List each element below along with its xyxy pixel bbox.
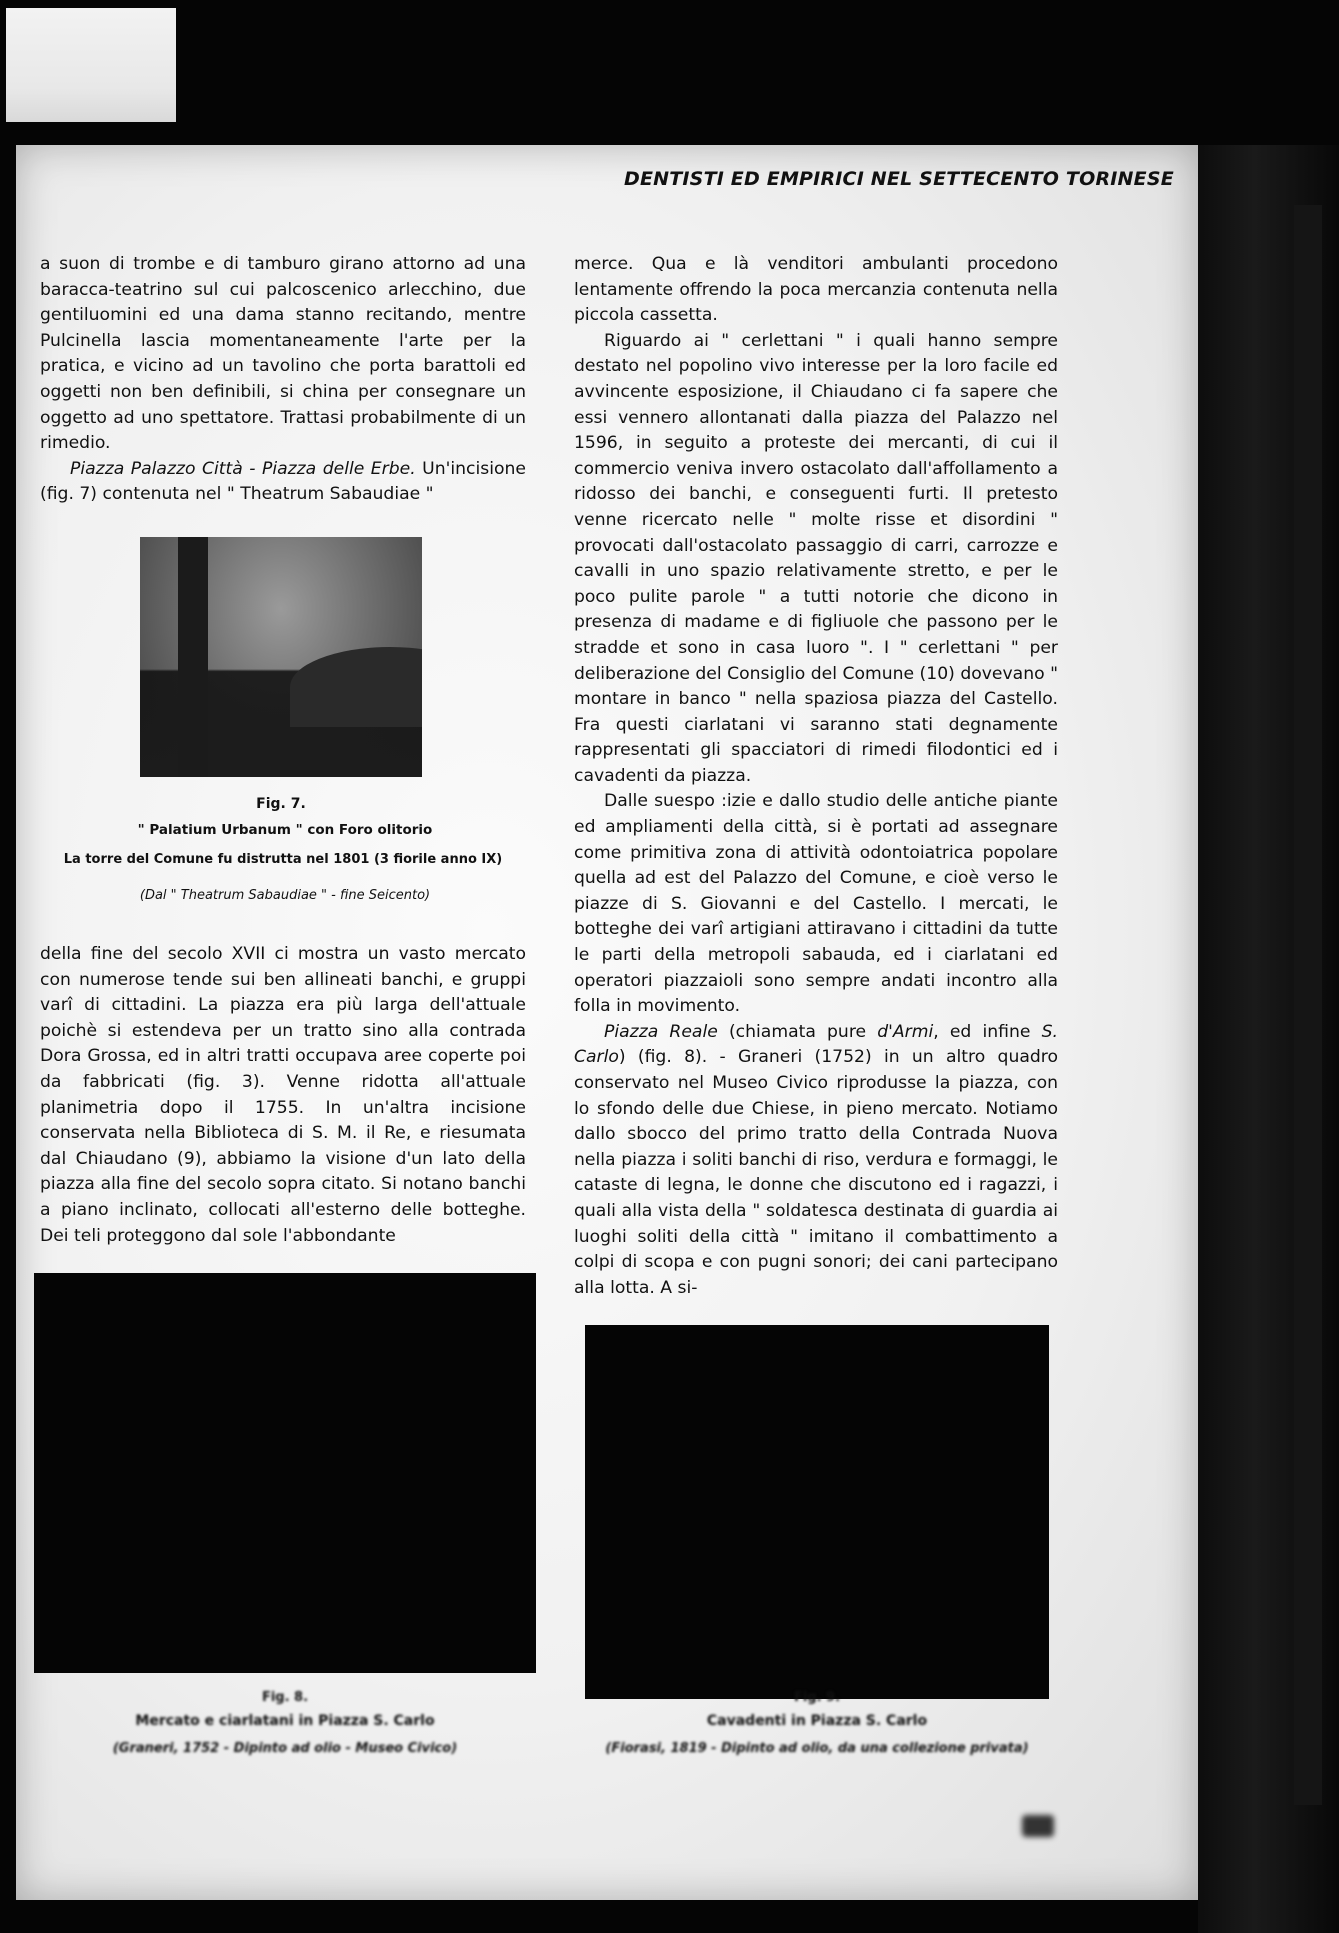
place-name: d'Armi: [877, 1021, 934, 1042]
scan-corner-patch: [6, 8, 176, 122]
figure-9-caption-source: (Fiorasi, 1819 - Dipinto ad olio, da una collezione privata): [605, 1741, 1029, 1756]
place-name: Piazza Palazzo Città - Piazza delle Erbe.: [70, 458, 416, 479]
paragraph: a suon di trombe e di tamburo girano attorno ad una baracca-teatrino sul cui palcoscenico arlecchino, due gentiluomini ed una dama stanno recitando, mentre Pulcinella lascia momentaneamente l'arte per la pratica, e vicino ad un tavolino che porta barattoli ed oggetti non ben definibili, si china per consegnare un oggetto ad uno spettatore. Trattasi probabilmente di un rimedio.: [40, 254, 526, 454]
place-name: Piazza Reale: [604, 1021, 718, 1042]
figure-7-caption-note: La torre del Comune fu distrutta nel 1801 (3 fiorile anno IX): [63, 852, 503, 867]
paragraph-text: (chiamata pure: [717, 1021, 878, 1042]
figure-9-number: Fig. 9.: [793, 1690, 841, 1705]
paragraph: [40, 457, 526, 508]
right-column: [574, 252, 1058, 1301]
paragraph: della fine del secolo XVII ci mostra un vasto mercato con numerose tende sui ben allineati banchi, e gruppi varî di cittadini. La piazza era più larga dell'attuale poichè si estendeva per un tratto sino alla contrada Dora Grossa, ed in altri tratti occupava aree coperte poi da fabbricati (fig. 3). Venne ridotta all'attuale planimetria dopo il 1755. In un'altra incisione conservata nella Biblioteca di S. M. il Re, e riesumata dal Chiaudano (9), abbiamo la visione d'un lato della piazza alla fine del secolo sopra citato. Si notano banchi a piano inclinato, collocati all'esterno delle botteghe. Dei teli proteggono dal sole l'abbondante: [40, 944, 526, 1246]
place-name: S. Carlo: [574, 1021, 1058, 1068]
figure-7-caption-title: " Palatium Urbanum " con Foro olitorio: [137, 822, 433, 838]
figure-7-image: [140, 537, 422, 777]
figure-9-caption-title: Cavadenti in Piazza S. Carlo: [706, 1713, 928, 1729]
page-number-smudge: [1022, 1815, 1054, 1837]
left-column-bottom: [40, 942, 526, 1249]
figure-8-number: Fig. 8.: [261, 1690, 309, 1705]
figure-9-image: [585, 1325, 1049, 1699]
figure-8-image: [34, 1273, 536, 1673]
figure-7-hill: [290, 647, 422, 727]
paragraph-text: Un'incisione (fig. 7) contenuta nel " Theatrum Sabaudiae ": [40, 458, 526, 505]
paragraph: Riguardo ai " cerlettani " i quali hanno sempre destato nel popolino vivo interesse per la loro facile ed avvincente esposizione, il Chiaudano ci fa sapere che essi vennero allontanati dalla piazza del Palazzo nel 1596, in seguito a proteste dei mercanti, di cui il commercio veniva invero ostacolato dall'affollamento a ridosso dei banchi, e conseguenti furti. Il pretesto venne ricercato nelle " molte risse et disordini " provocati dall'ostacolato passaggio di carri, carrozze e cavalli in uno spazio relativamente stretto, e per le poco pulite parole " a tutti notorie che dicono in presenza di madame e di figliuole che passono per le stradde et sono in casa luoro ". I " cerlettani " per deliberazione del Consiglio del Comune (10) dovevano " montare in banco " nella spaziosa piazza del Castello. Fra questi ciarlatani vi saranno stati degnamente rappresentati gli spacciatori di rimedi filodontici ed i cavadenti da piazza.: [574, 330, 1058, 786]
scan-edge-bar: [1294, 205, 1322, 1805]
running-header: DENTISTI ED EMPIRICI NEL SETTECENTO TORINESE: [624, 168, 1174, 190]
paragraph: Dalle suespo :izie e dallo studio delle antiche piante ed ampliamenti della città, si è portati ad assegnare come primitiva zona di attività odontoiatrica popolare quella ad est del Palazzo del Comune, e cioè verso le piazze di S. Giovanni e del Castello. I mercati, le botteghe dei varî artigiani attiravano i cittadini da tutte le parti della metropoli sabauda, ed i ciarlatani ed operatori piazzaioli sono sempre andati incontro alla folla in movimento.: [574, 791, 1058, 1017]
figure-7-caption-source: (Dal " Theatrum Sabaudiae " - fine Seicento): [139, 888, 431, 903]
paragraph: [574, 1020, 1058, 1302]
scan-edge-strip: [1198, 145, 1339, 1933]
paragraph: merce. Qua e là venditori ambulanti procedono lentamente offrendo la poca mercanzia contenuta nella piccola cassetta.: [574, 254, 1058, 326]
paragraph-text: , ed infine: [933, 1021, 1042, 1042]
figure-7-tower: [178, 537, 208, 777]
left-column-top: [40, 252, 526, 508]
figure-8-caption-title: Mercato e ciarlatani in Piazza S. Carlo: [135, 1713, 435, 1729]
figure-7-number: Fig. 7.: [256, 796, 306, 812]
figure-8-caption-source: (Graneri, 1752 - Dipinto ad olio - Museo Civico): [112, 1741, 458, 1756]
paragraph-text: ) (fig. 8). - Graneri (1752) in un altro quadro conservato nel Museo Civico riprodusse la piazza, con lo sfondo delle due Chiese, in pieno mercato. Notiamo dallo sbocco del primo tratto della Contrada Nuova nella piazza i soliti banchi di riso, verdura e formaggi, le cataste di legna, le donne che discutono ed i ragazzi, i quali alla vista della " soldatesca destinata di guardia ai luoghi soliti della città " imitano il combattimento a colpi di scopa e con pugni sonori; dei cani partecipano alla lotta. A si-: [574, 1047, 1058, 1298]
